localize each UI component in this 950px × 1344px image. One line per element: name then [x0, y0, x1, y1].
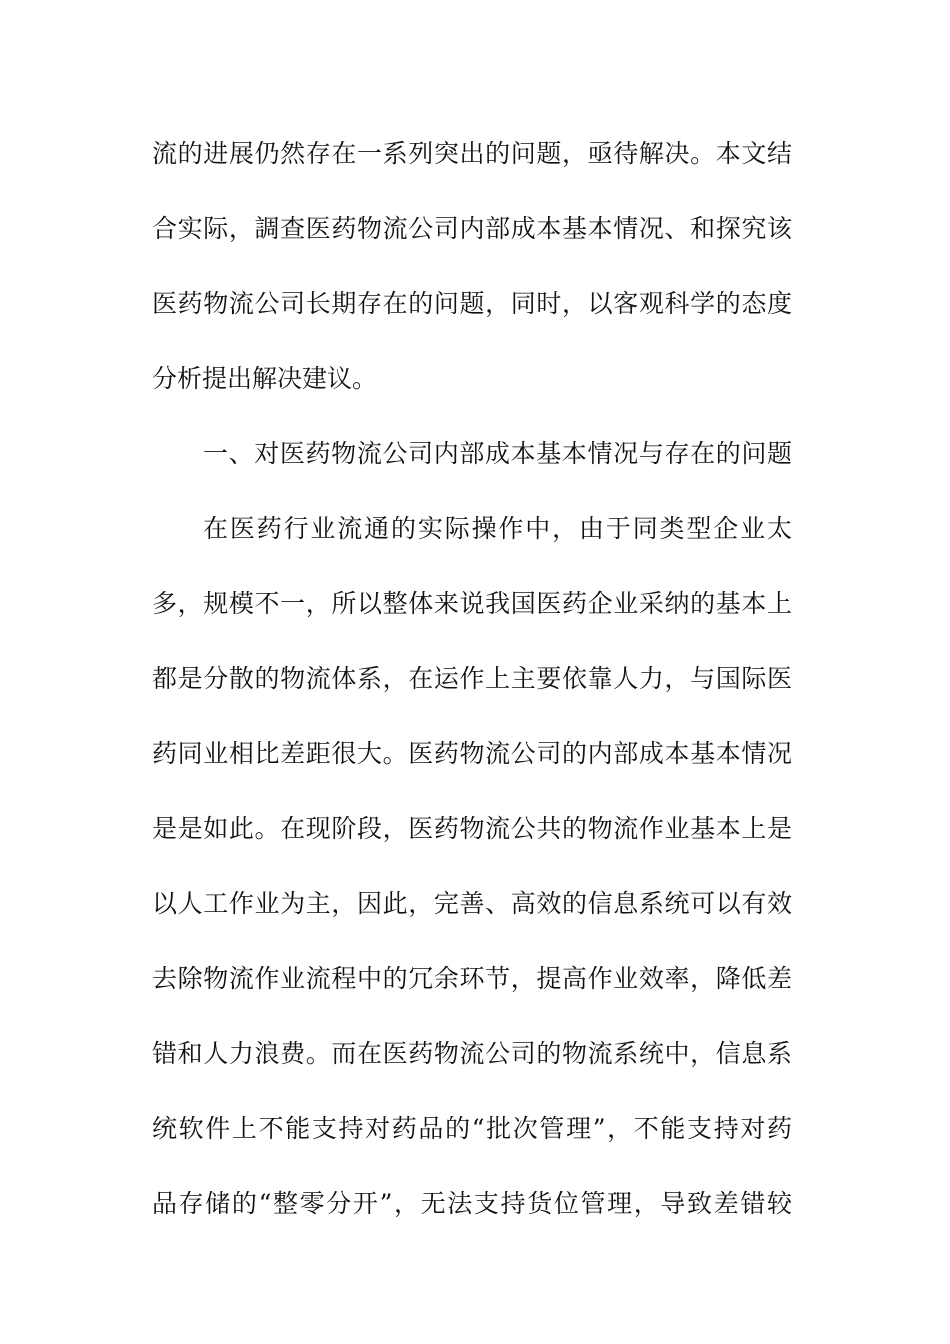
paragraph-line: 是是如此。在现阶段，医药物流公共的物流作业基本上是: [152, 814, 792, 843]
paragraph-line: 流的进展仍然存在一系列突出的问题，亟待解决。本文结: [152, 139, 792, 168]
paragraph-line: 在医药行业流通的实际操作中，由于同类型企业太: [203, 514, 792, 543]
paragraph-line: 错和人力浪费。而在医药物流公司的物流系统中，信息系: [152, 1039, 792, 1068]
paragraph-line: 统软件上不能支持对药品的“批次管理”，不能支持对药: [152, 1114, 792, 1143]
paragraph-line: 以人工作业为主，因此，完善、高效的信息系统可以有效: [152, 889, 792, 918]
paragraph-line: 去除物流作业流程中的冗余环节，提高作业效率，降低差: [152, 964, 792, 993]
paragraph-line: 品存储的“整零分开”，无法支持货位管理，导致差错较: [152, 1189, 792, 1218]
paragraph-line: 都是分散的物流体系，在运作上主要依靠人力，与国际医: [152, 664, 792, 693]
paragraph-line: 医药物流公司长期存在的问题，同时，以客观科学的态度: [152, 289, 792, 318]
paragraph-line: 药同业相比差距很大。医药物流公司的内部成本基本情况: [152, 739, 792, 768]
paragraph-line: 多，规模不一，所以整体来说我国医药企业采纳的基本上: [152, 589, 792, 618]
paragraph-line: 分析提出解决建议。: [152, 364, 378, 393]
section-heading: 一、对医药物流公司内部成本基本情况与存在的问题: [203, 439, 792, 468]
paragraph-line: 合实际，調查医药物流公司内部成本基本情况、和探究该: [152, 214, 792, 243]
